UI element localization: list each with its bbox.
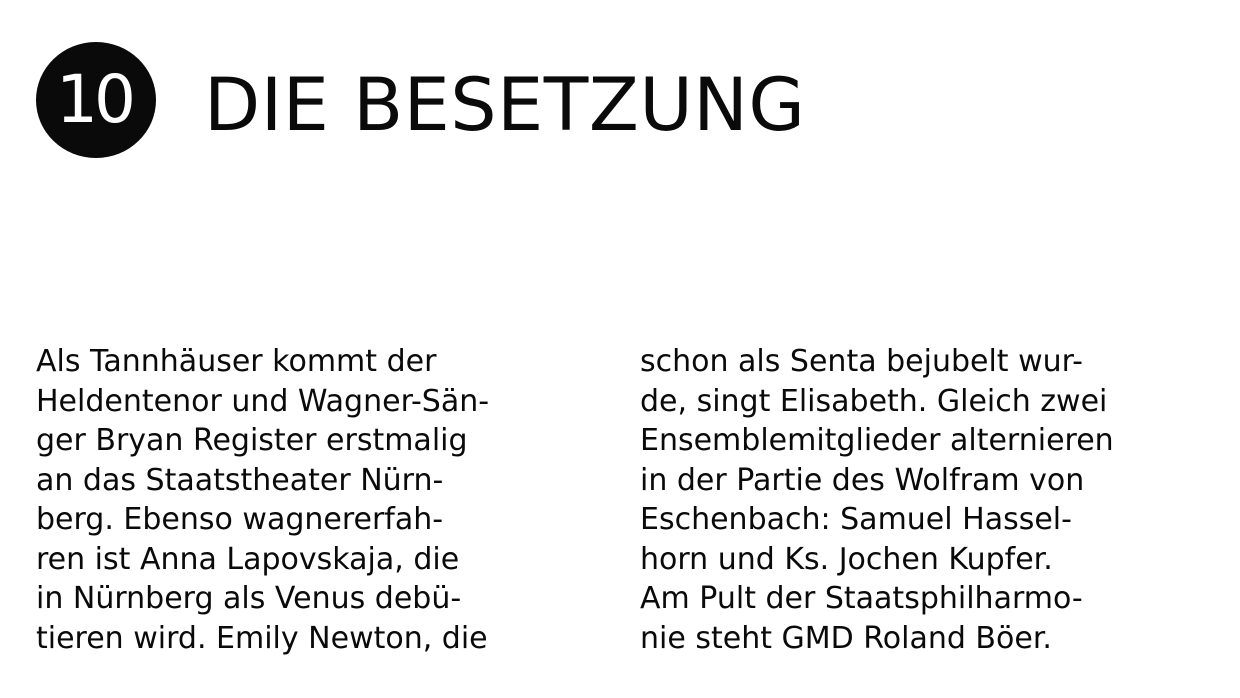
- text-line: de, singt Elisabeth. Gleich zwei: [640, 383, 1108, 419]
- text-line: berg. Ebenso wagnererfah-: [36, 502, 444, 537]
- text-line: an das Staatstheater Nürn-: [36, 462, 444, 498]
- text-line: in der Partie des Wolfram von: [640, 462, 1085, 498]
- section-number-badge: [36, 42, 156, 158]
- text-line: Am Pult der Staatsphilharmo-: [640, 581, 1083, 616]
- text-column-right: [640, 342, 1210, 658]
- text-line: schon als Senta bejubelt wur-: [640, 344, 1083, 379]
- text-line: Ensemblemitglieder alternieren: [640, 423, 1114, 458]
- text-line: ren ist Anna Lapovskaja, die: [36, 541, 460, 577]
- text-line: horn und Ks. Jochen Kupfer.: [640, 541, 1053, 577]
- text-line: Als Tannhäuser kommt der: [36, 344, 437, 379]
- text-line: nie steht GMD Roland Böer.: [640, 620, 1052, 656]
- text-column-left: [36, 342, 596, 658]
- text-line: ger Bryan Register erstmalig: [36, 423, 468, 458]
- text-line: Heldentenor und Wagner-Sän-: [36, 383, 490, 419]
- page-title: DIE BESETZUNG: [204, 63, 806, 148]
- text-line: tieren wird. Emily Newton, die: [36, 620, 488, 656]
- text-line: Eschenbach: Samuel Hassel-: [640, 502, 1072, 537]
- text-line: in Nürnberg als Venus debü-: [36, 581, 462, 616]
- section-number: 10: [56, 61, 132, 138]
